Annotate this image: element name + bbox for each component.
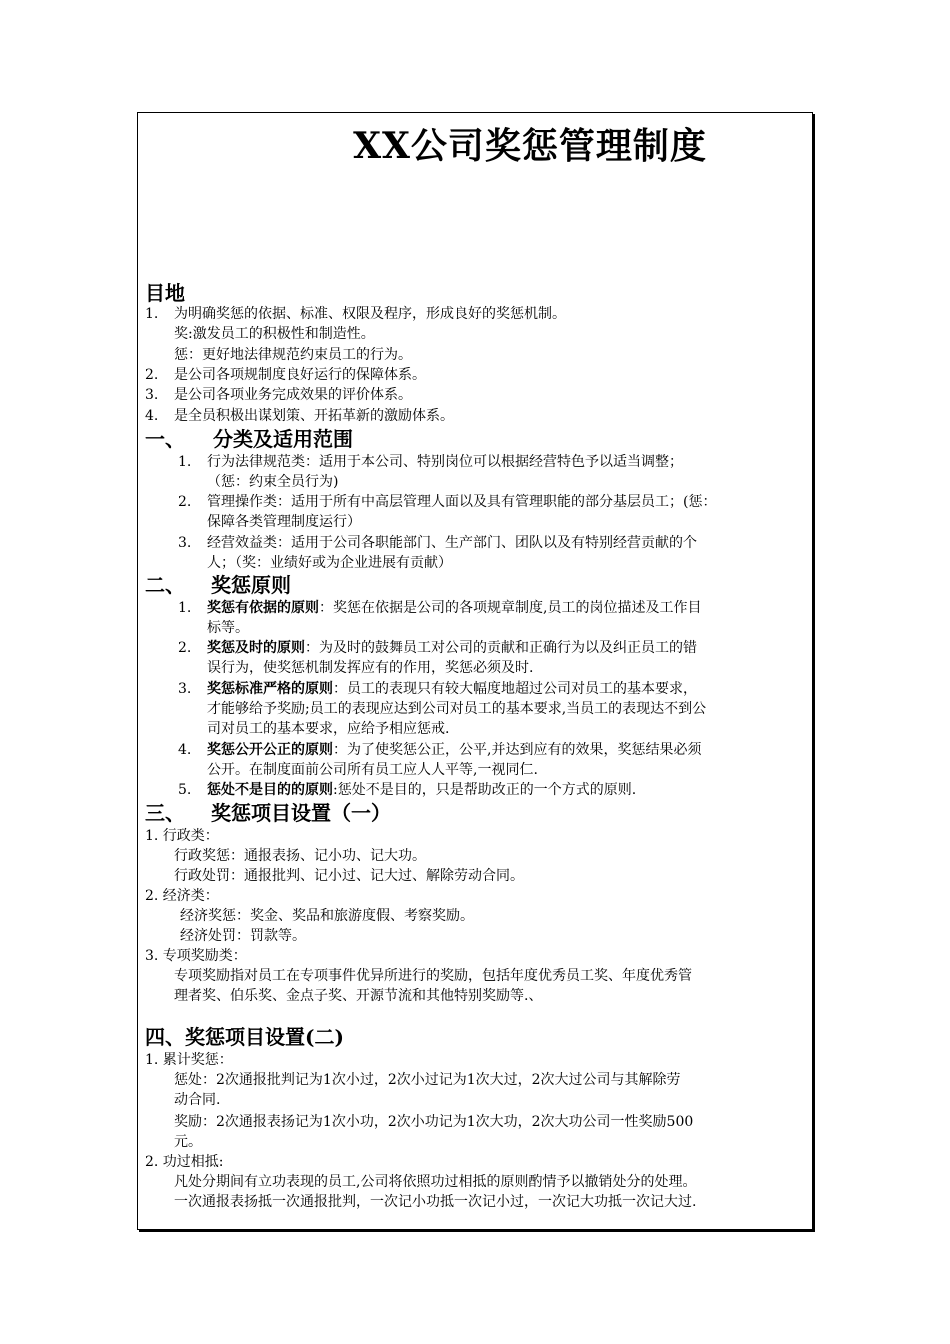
list-item	[207, 598, 701, 618]
section-heading: 分类及适用范围	[213, 427, 353, 451]
text: ：为及时的鼓舞员工对公司的贡献和正确行为以及纠正员工的错	[305, 640, 697, 656]
list-number: 2.	[178, 640, 192, 656]
list-number: 4.	[178, 742, 192, 758]
text: :惩处不是目的，只是帮助改正的一个方式的原则.	[333, 782, 637, 798]
list-item: 人；（奖：业绩好或为企业进展有贡献）	[207, 555, 452, 571]
category-label: 3. 专项奖励类：	[145, 948, 247, 964]
text: ：奖惩在依据是公司的各项规章制度,员工的岗位描述及工作目	[319, 600, 702, 616]
section-number: 一、	[145, 427, 185, 451]
list-item: 管理操作类：适用于所有中高层管理人面以及具有管理职能的部分基层员工；(惩：	[207, 494, 717, 510]
purpose-heading: 目地	[145, 281, 185, 305]
category-label: 2. 经济类：	[145, 888, 219, 904]
section-heading: 奖惩原则	[211, 573, 291, 597]
list-item: 惩：更好地法律规范约束员工的行为。	[174, 347, 412, 363]
page-title: XX公司奖惩管理制度	[353, 125, 707, 167]
category-label: 1. 累计奖惩：	[145, 1052, 233, 1068]
section-number: 三、	[145, 801, 185, 825]
list-number: 1.	[145, 306, 159, 322]
list-item: 行政处罚：通报批判、记小过、记大过、解除劳动合同。	[174, 868, 524, 884]
list-number: 2.	[178, 494, 192, 510]
list-item: 才能够给予奖励;员工的表现应达到公司对员工的基本要求,当员工的表现达不到公	[207, 701, 707, 717]
list-item: 是公司各项业务完成效果的评价体系。	[174, 387, 412, 403]
bold-term: 奖惩及时的原则	[207, 640, 305, 656]
list-item: 凡处分期间有立功表现的员工,公司将依照功过相抵的原则酌情予以撤销处分的处理。	[174, 1174, 697, 1190]
section-heading: 奖惩项目设置（一）	[211, 801, 391, 825]
text: ：员工的表现只有较大幅度地超过公司对员工的基本要求，	[333, 681, 697, 697]
list-number: 5.	[178, 782, 192, 798]
list-number: 1.	[178, 454, 192, 470]
list-item: 误行为，使奖惩机制发挥应有的作用，奖惩必须及时.	[207, 660, 534, 676]
list-item: （惩：约束全员行为)	[207, 474, 339, 490]
bold-term: 惩处不是目的的原则	[207, 782, 333, 798]
list-item: 是公司各项规制度良好运行的保障体系。	[174, 367, 426, 383]
list-item	[207, 780, 636, 800]
list-item: 一次通报表扬抵一次通报批判，一次记小功抵一次记小过，一次记大功抵一次记大过.	[174, 1194, 697, 1210]
list-item: 专项奖励指对员工在专项事件优异所进行的奖励，包括年度优秀员工奖、年度优秀管	[174, 968, 692, 984]
category-label: 1. 行政类：	[145, 828, 219, 844]
list-item: 公开。在制度面前公司所有员工应人人平等,一视同仁.	[207, 762, 538, 778]
list-item: 动合同.	[174, 1092, 221, 1108]
list-item: 行政奖惩：通报表扬、记小功、记大功。	[174, 848, 426, 864]
list-number: 3.	[145, 387, 159, 403]
bold-term: 奖惩标准严格的原则	[207, 681, 333, 697]
list-number: 2.	[145, 367, 159, 383]
list-item: 经济奖惩：奖金、奖品和旅游度假、考察奖励。	[180, 908, 474, 924]
list-item	[207, 740, 701, 760]
list-item	[207, 638, 697, 658]
section-number: 二、	[145, 573, 185, 597]
category-label: 2. 功过相抵:	[145, 1154, 224, 1170]
list-item: 行为法律规范类：适用于本公司、特别岗位可以根据经营特色予以适当调整；	[207, 454, 683, 470]
list-item: 元。	[174, 1134, 202, 1150]
list-number: 3.	[178, 681, 192, 697]
list-number: 4.	[145, 408, 159, 424]
list-item: 奖励：2次通报表扬记为1次小功，2次小功记为1次大功，2次大功公司一性奖励500	[174, 1114, 694, 1130]
list-number: 3.	[178, 535, 192, 551]
list-item: 奖:激发员工的积极性和制造性。	[174, 326, 375, 342]
list-item: 理者奖、伯乐奖、金点子奖、开源节流和其他特别奖励等.、	[174, 988, 543, 1004]
bold-term: 奖惩公开公正的原则	[207, 742, 333, 758]
list-item: 是全员积极出谋划策、开拓革新的激励体系。	[174, 408, 454, 424]
list-item: 经营效益类：适用于公司各职能部门、生产部门、团队以及有特别经营贡献的个	[207, 535, 697, 551]
list-item: 司对员工的基本要求，应给予相应惩戒.	[207, 721, 450, 737]
section-heading: 四、奖惩项目设置(二)	[145, 1025, 344, 1049]
list-item: 保障各类管理制度运行）	[207, 514, 361, 530]
list-item: 经济处罚：罚款等。	[180, 928, 306, 944]
list-item: 惩处：2次通报批判记为1次小过，2次小过记为1次大过，2次大过公司与其解除劳	[174, 1072, 681, 1088]
list-number: 1.	[178, 600, 192, 616]
text: ：为了使奖惩公正，公平,并达到应有的效果，奖惩结果必须	[333, 742, 702, 758]
list-item	[207, 679, 697, 699]
bold-term: 奖惩有依据的原则	[207, 600, 319, 616]
list-item: 为明确奖惩的依据、标准、权限及程序，形成良好的奖惩机制。	[174, 306, 566, 322]
list-item: 标等。	[207, 620, 249, 636]
